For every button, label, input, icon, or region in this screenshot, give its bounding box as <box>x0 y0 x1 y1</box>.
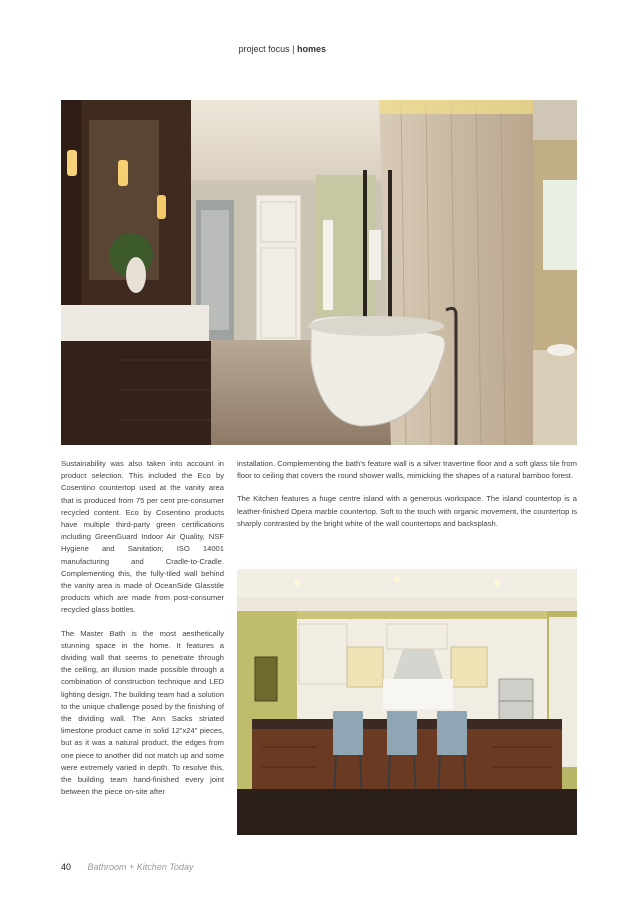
paragraph-master-bath: The Master Bath is the most aesthetically stunning space in the home. It features a dividing wall that seems to penetrate through the ceiling, an illusion made possible through a combination of construction technique and LED lighting design. The building team had a solution to the unique challenge posed by the finishing of the dividing wall. The Ann Sacks striated limestone product came in solid 12"x24" pieces, but as it was a natural product, the edges from one piece to another did not match up and some were extremely varied in depth. To resolve this, the building team hand-finished every joint between the piece on-site after <box>61 628 224 797</box>
page-number: 40 <box>61 862 72 872</box>
paragraph-sustainability: Sustainability was also taken into account in product selection. This included the Eco by Cosentino countertop used at the vanity area that is produced from 75 per cent pre-consumer recycled content. Eco by Cosentino products have multiple third-party green certifications including GreenGuard Indoor Air Quality, NSF Hygiene and Sanitation; ISO 14001 manufacturing and Cradle-to-Cradle. Complementing this, the fully-tiled wall behind the vanity area is made of OceanSide Glasstile products which are made from post-consumer recycled glass bottles. <box>61 459 224 615</box>
running-header <box>0 44 326 54</box>
bathroom-photo <box>61 100 577 445</box>
paragraph-installation: installation. Complementing the bath's feature wall is a silver travertine floor and a soft glass tile from floor to ceiling that covers the round shower walls, mimicking the shapes of a natural bamboo forest. <box>237 459 577 481</box>
paragraph-kitchen: The Kitchen features a huge centre island with a generous workspace. The island countertop is a leather-finished Opera marble countertop. Soft to the touch with organic movement, the countertop is sharply contrasted by the bright white of the wall countertops and backsplash. <box>237 494 577 528</box>
header-topic: homes <box>296 44 326 54</box>
magazine-name: Bathroom + Kitchen Today <box>87 862 194 872</box>
header-section: project focus | <box>238 44 297 54</box>
page-footer <box>61 862 194 872</box>
right-text-column <box>237 458 577 541</box>
left-text-column <box>61 458 224 809</box>
kitchen-photo <box>237 569 577 835</box>
